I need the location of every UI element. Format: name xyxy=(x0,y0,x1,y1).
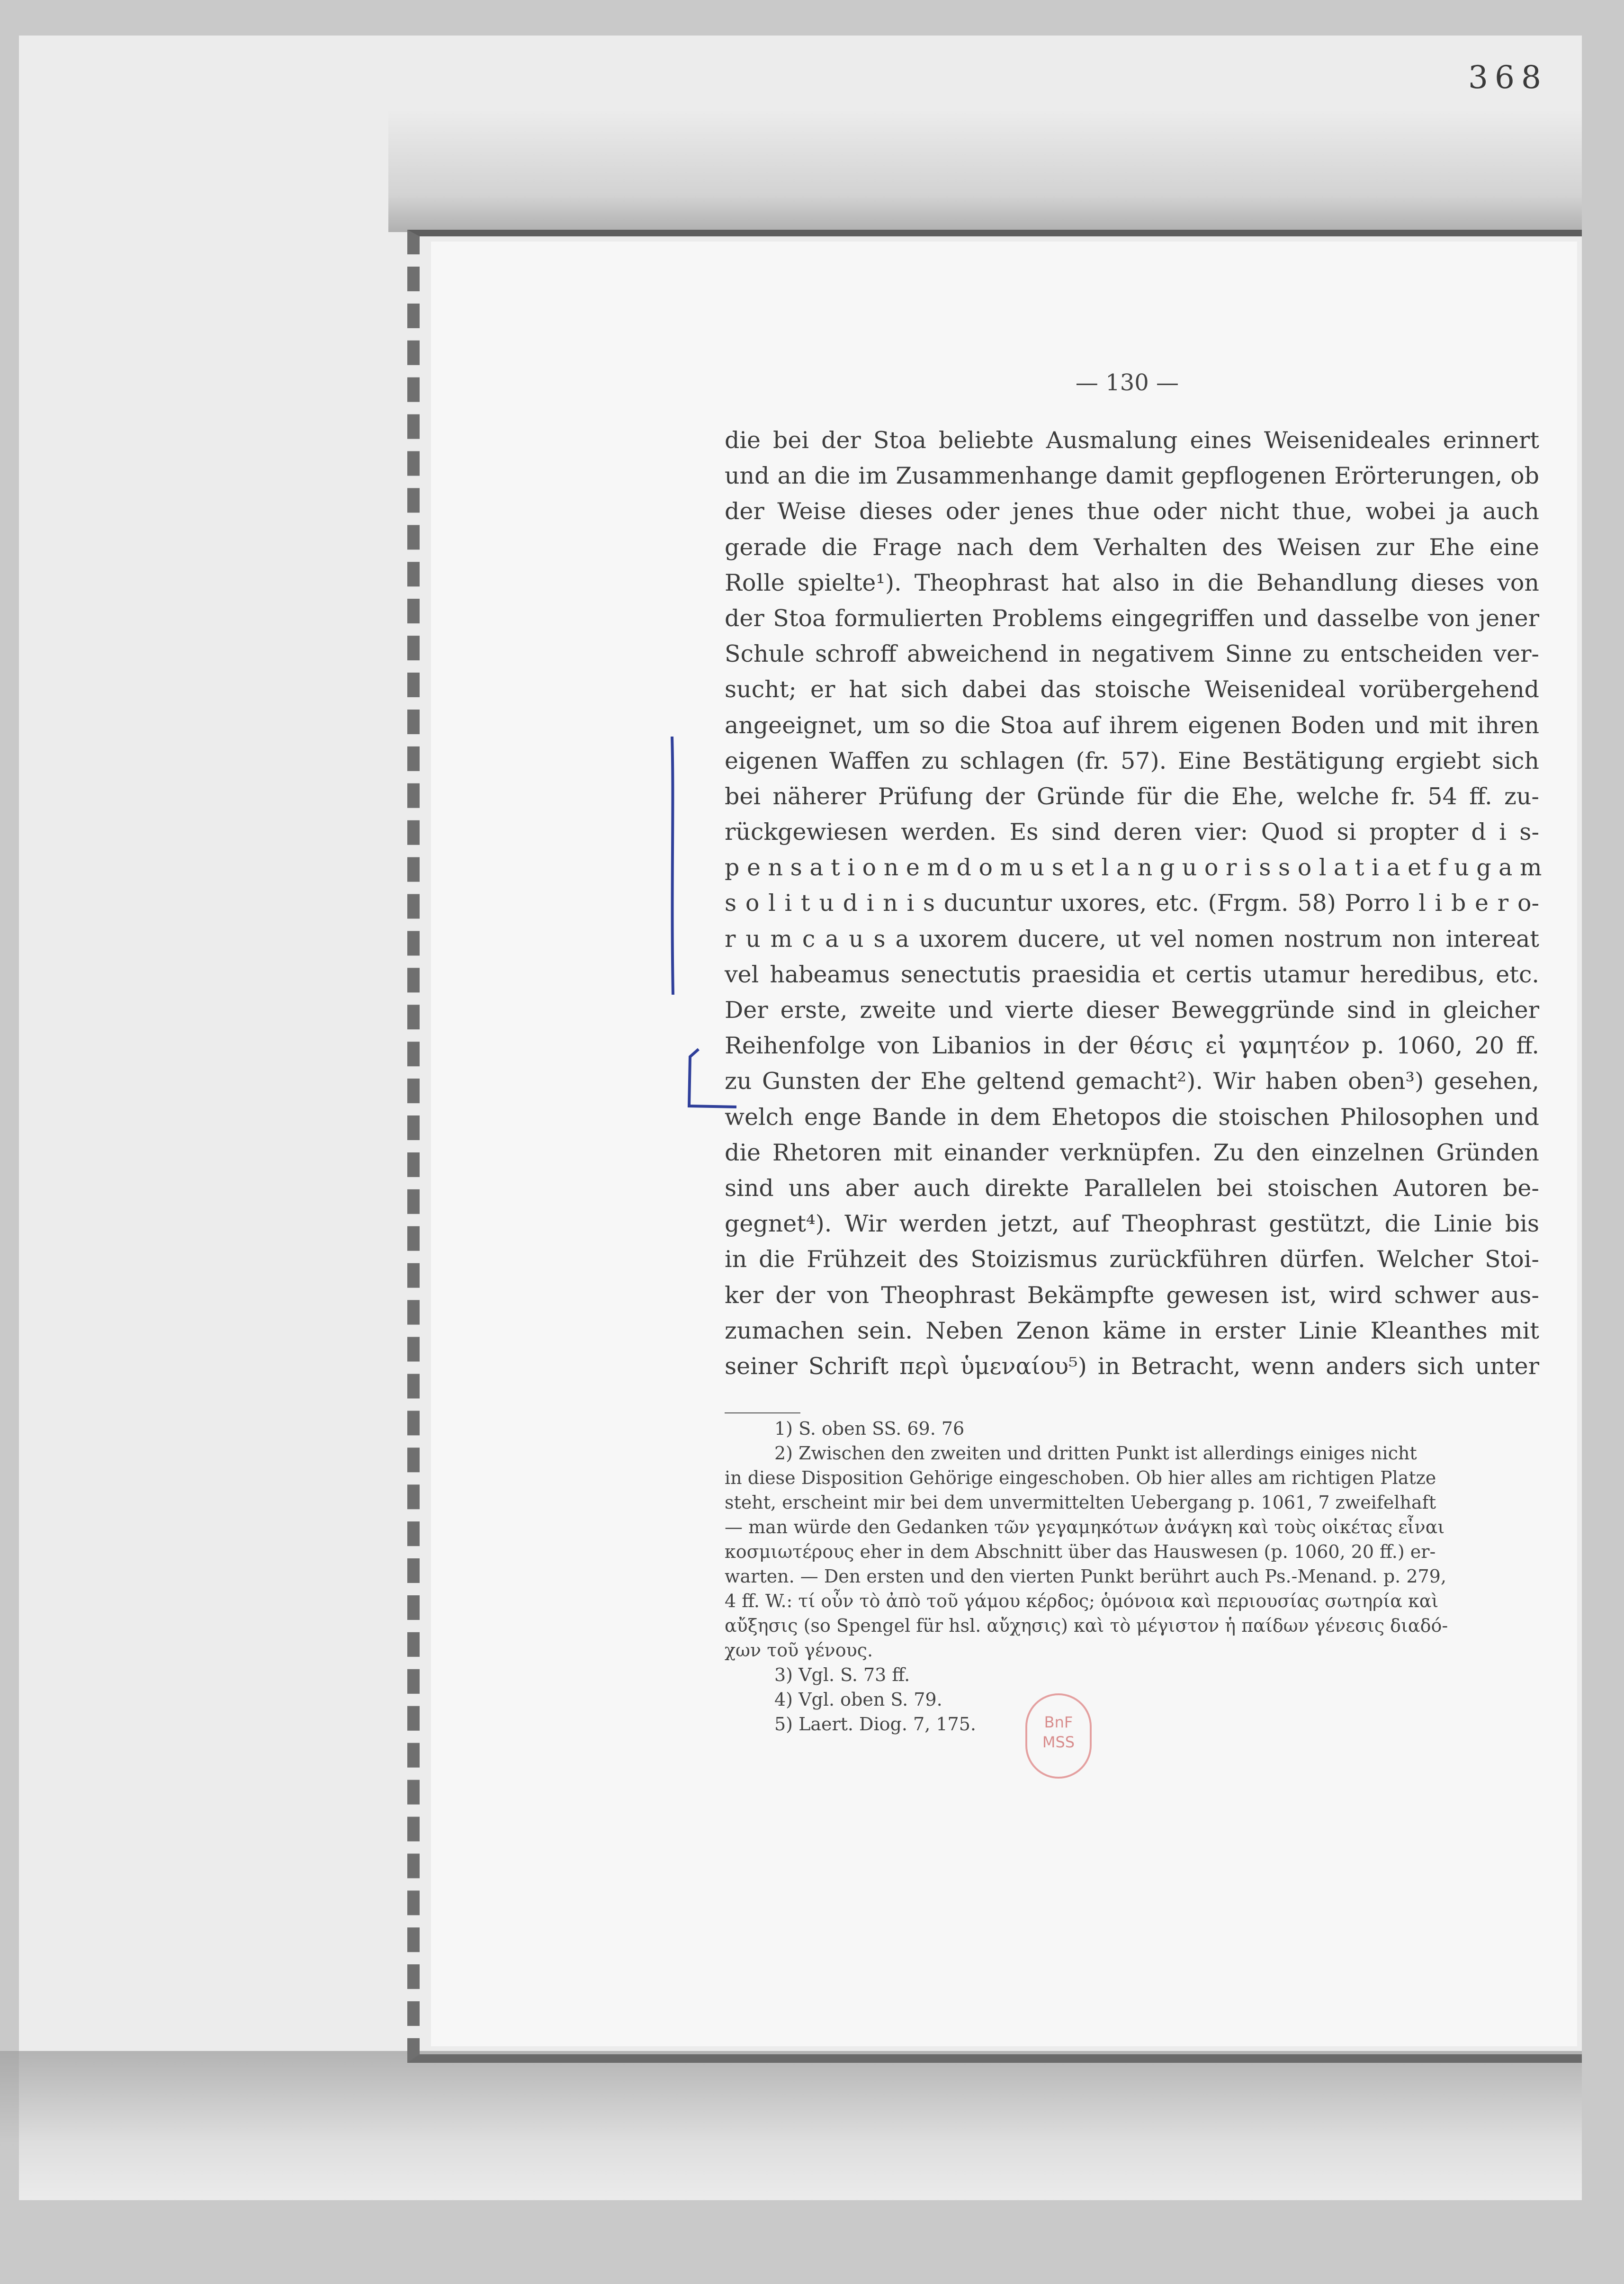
body-line: eigenen Waffen zu schlagen (fr. 57). Eine Bestätigung ergiebt sich xyxy=(725,747,1539,774)
body-line: ker der von Theophrast Bekämpfte gewesen ist, wird schwer aus- xyxy=(725,1281,1539,1309)
body-line: s o l i t u d i n i s ducuntur uxores, etc. (Frgm. 58) Porro l i b e r o- xyxy=(725,890,1539,917)
body-line: die bei der Stoa beliebte Ausmalung eines Weisenideales erinnert xyxy=(725,427,1539,454)
footnote-line: 3) Vgl. S. 73 ff. xyxy=(774,1664,910,1685)
page-number: — 130 — xyxy=(1075,369,1179,396)
body-line: Schule schroff abweichend in negativem Sinne zu entscheiden ver- xyxy=(725,640,1539,668)
footnote-line: — man würde den Gedanken τῶν γεγαμηκότων ἀνάγκη καὶ τοὺς οἰκέτας εἶναι xyxy=(725,1517,1445,1538)
body-line: Rolle spielte¹). Theophrast hat also in die Behandlung dieses von xyxy=(725,569,1539,596)
body-line: vel habeamus senectutis praesidia et certis utamur heredibus, etc. xyxy=(725,961,1539,988)
footnote-line: 2) Zwischen den zweiten und dritten Punkt ist allerdings einiges nicht xyxy=(774,1443,1417,1464)
footnote-line: warten. — Den ersten und den vierten Punkt berührt auch Ps.-Menand. p. 279, xyxy=(725,1566,1446,1587)
footnote-line: 1) S. oben SS. 69. 76 xyxy=(774,1418,965,1439)
body-line: der Weise dieses oder jenes thue oder nicht thue, wobei ja auch xyxy=(725,498,1539,525)
body-line: rückgewiesen werden. Es sind deren vier: Quod si propter d i s- xyxy=(725,818,1539,846)
footnote-line: αὔξησις (so Spengel für hsl. αὔχησις) καὶ τὸ μέγιστον ἡ παίδων γένεσις διαδό- xyxy=(725,1615,1448,1636)
footnote-line: κοσμιωτέρους eher in dem Abschnitt über das Hauswesen (p. 1060, 20 ff.) er- xyxy=(725,1541,1436,1562)
body-line: gerade die Frage nach dem Verhalten des Weisen zur Ehe eine xyxy=(725,533,1539,561)
body-line: angeeignet, um so die Stoa auf ihrem eigenen Boden und mit ihren xyxy=(725,711,1539,739)
footnote-line: 5) Laert. Diog. 7, 175. xyxy=(774,1714,976,1735)
body-line: die Rhetoren mit einander verknüpfen. Zu den einzelnen Gründen xyxy=(725,1139,1539,1166)
body-line: gegnet⁴). Wir werden jetzt, auf Theophrast gestützt, die Linie bis xyxy=(725,1210,1539,1238)
body-line: seiner Schrift περὶ ὑμεναίου⁵) in Betracht, wenn anders sich unter xyxy=(725,1352,1539,1380)
body-line: sind uns aber auch direkte Parallelen bei stoischen Autoren be- xyxy=(725,1174,1539,1202)
archive-folio-number: 368 xyxy=(1468,59,1548,96)
body-line: Der erste, zweite und vierte dieser Beweggründe sind in gleicher xyxy=(725,997,1539,1024)
body-line: p e n s a t i o n e m d o m u s et l a n g u o r i s s o l a t i a et f u g a m xyxy=(725,854,1542,881)
body-line: in die Frühzeit des Stoizismus zurückführen dürfen. Welcher Stoi- xyxy=(725,1246,1539,1273)
body-line: r u m c a u s a uxorem ducere, ut vel nomen nostrum non intereat xyxy=(725,925,1539,953)
footnote-line: χων τοῦ γένους. xyxy=(725,1640,873,1661)
body-line: bei näherer Prüfung der Gründe für die Ehe, welche fr. 54 ff. zu- xyxy=(725,782,1539,810)
body-line: sucht; er hat sich dabei das stoische Weisenideal vorübergehend xyxy=(725,676,1539,703)
body-line: welch enge Bande in dem Ehetopos die stoischen Philosophen und xyxy=(725,1103,1539,1131)
footnote-rule xyxy=(725,1412,800,1413)
pen-vertical-line xyxy=(672,737,673,995)
body-text xyxy=(725,423,1542,1384)
footnotes xyxy=(725,1412,1539,1736)
body-line: zu Gunsten der Ehe geltend gemacht²). Wir haben oben³) gesehen, xyxy=(725,1068,1539,1095)
body-line: der Stoa formulierten Problems eingegriffen und dasselbe von jener xyxy=(725,604,1539,632)
footnote-line: 4) Vgl. oben S. 79. xyxy=(774,1689,942,1710)
footnote-line: 4 ff. W.: τί οὖν τὸ ἀπὸ τοῦ γάμου κέρδος; ὁμόνοια καὶ περιουσίας σωτηρία καὶ xyxy=(725,1591,1439,1611)
body-line: Reihenfolge von Libanios in der θέσις εἰ γαμητέον p. 1060, 20 ff. xyxy=(725,1032,1539,1060)
photocopy-shadow-top xyxy=(388,109,1582,232)
body-line: zumachen sein. Neben Zenon käme in erster Linie Kleanthes mit xyxy=(725,1317,1539,1344)
footnote-line: in diese Disposition Gehörige eingeschoben. Ob hier alles am richtigen Platze xyxy=(725,1467,1436,1488)
pen-annotation-marks xyxy=(665,737,746,1125)
photocopy-shadow-bottom xyxy=(0,2051,1582,2203)
library-stamp: BnF MSS xyxy=(1025,1693,1092,1779)
pen-bracket xyxy=(689,1049,736,1107)
body-line: und an die im Zusammenhange damit gepflogenen Erörterungen, ob xyxy=(725,462,1539,490)
footnote-line: steht, erscheint mir bei dem unvermittelten Uebergang p. 1061, 7 zweifelhaft xyxy=(725,1492,1436,1513)
